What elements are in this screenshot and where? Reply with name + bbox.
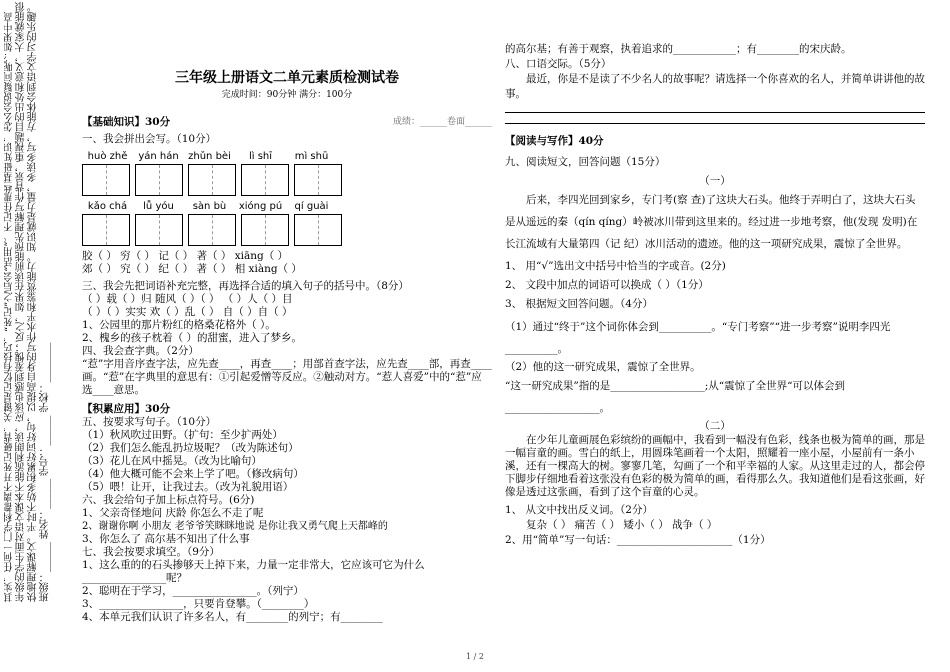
answer-line[interactable]: [505, 102, 925, 113]
exam-title: 三年级上册语文二单元素质检测试卷: [175, 70, 399, 86]
passage2-label: （二）: [699, 420, 731, 432]
r-q3-3: “这一研究成果”指的是__________________;从“震惊了全世界“可以体会到__________________。: [505, 380, 846, 414]
q5-item: （1）秋风吹过田野。（扩句：至少扩两处）: [82, 429, 283, 441]
section-basic: 【基础知识】30分: [82, 116, 171, 128]
q2-line2: 郊（ ） 究（ ） 纪（ ） 著（ ） 相 xiàng（ ）: [82, 263, 302, 275]
r-top: 的高尔基；有善于观察，执着追求的____________；有________的宋庆龄。: [505, 43, 852, 55]
pinyin: xióng pú: [238, 201, 283, 212]
score-label: 成绩：______卷面______: [392, 117, 492, 127]
q7-title: 七、我会按要求填空。（9分）: [82, 546, 220, 558]
q3-d: 2、槐乡的孩子枕着（ ）的甜蜜，进入了梦乡。: [82, 332, 303, 344]
section-reading: 【阅读与写作】40分: [505, 135, 604, 147]
pinyin: mì shū: [294, 151, 329, 162]
q6-item: 3、你怎么了 高尔基不知出了什么事: [82, 533, 250, 545]
pinyin: kǎo chá: [87, 201, 128, 212]
q6-item: 2、谢谢你啊 小朋友 老爷爷笑眯眯地说 是你让我又勇气爬上天都峰的: [82, 521, 388, 532]
q2-line1: 胶（ ） 穷（ ） 记（ ） 著（ ） xiāng（ ）: [82, 250, 289, 262]
section-apply: 【积累应用】30分: [82, 403, 171, 415]
writing-grid-2[interactable]: [82, 214, 492, 246]
r2-q2: 2、用“简单”写一句话：______________________（1分）: [505, 534, 771, 546]
writing-grid-1[interactable]: [82, 164, 492, 196]
q5-item: （5）喂！让开，让我过去。（改为礼貌用语）: [82, 481, 294, 493]
q7-item: 3、________________，只要肯登攀。（________）: [82, 598, 315, 610]
r2-q1-items: 复杂（ ） 痛苦（ ） 矮小（ ） 战争（ ）: [526, 519, 718, 531]
passage2-text: 在少年儿童画展色彩缤纷的画幅中，我看到一幅没有色彩，线条也极为简单的画，那是一幅盲童的画。雪白的纸上，用圆珠笔画着一个太阳，照耀着一座小屋，小屋前有一条小溪，还有一棵高大的树。寥寥几笔，勾画了一个和平幸福的人家。从这里走过的人，都会停下脚步仔细地看着这张没有色彩的极为简单的画，看得那么久。我知道他们是看这张画，好像是透过这张画，看到了这个盲童的心灵。: [505, 434, 925, 498]
pinyin: sàn bù: [192, 201, 227, 212]
q4-title: 四、我会查字典。（2分）: [82, 345, 199, 357]
r-q1: 1、 用“√”选出文中括号中恰当的字或音。(2分): [505, 260, 726, 272]
right-column: [505, 42, 925, 548]
q1-title: 一、我会拼出会写。（10分）: [82, 133, 217, 145]
answer-line[interactable]: [505, 113, 925, 124]
side-binding-text: 其实，任何一门学科都离不开死记硬背，关键是记忆有技巧，“死记”之后会“活用”。不记住那些基础知识，怎么会说疑问呢？如果中高年级的学生面对语文课本不能流利朗读，应该也感到羞愧；反之，如果在读前能预先理解写作背景，重视题目的出处和意义，大家就能很快地理解课文。平时不妨多积累好词好句，以提高自身的写作水平和鉴赏能力。知识就是力量，多读多写，方能体会到语文学习的乐趣。班级：______ 姓名：______ 学号：______ 学校：________: [4, 2, 51, 602]
r-q2: 2、 文段中加点的词语可以换成（ ）（1分）: [505, 279, 709, 291]
q8-title: 八、口语交际。（5分）: [505, 58, 612, 70]
pinyin-row-1: [82, 150, 492, 163]
left-column: [82, 40, 492, 624]
q5-title: 五、按要求写句子。（10分）: [82, 416, 217, 428]
q4-text: “惹”字用音序查字法，应先查____，再查____；用部首查字法，应先查____部，再查____画。“惹”在字典里的意思有：①引起爱憎等反应。②触动对方。“惹人喜爱”中的“惹”应选____意思。: [82, 358, 492, 396]
r-q3-2: （2）他的这一研究成果，震惊了全世界。: [505, 361, 701, 373]
time-score: 完成时间：90分钟 满分：100分: [221, 90, 353, 100]
q7-item: 1、这么重的的石头掺够天上掉下来，力量一定非常大，它应该可它为什么________________呢？: [82, 559, 425, 584]
q7-item: 2、聪明在于学习，________________。（列宁）: [82, 585, 304, 597]
r-q3-1: （1）通过“终于”这个词你体会到__________。“专门考察”“进一步考察”说明李四光__________。: [505, 321, 891, 355]
q5-item: （4）他大概可能不会来上学了吧。（修改病句）: [82, 468, 304, 480]
r2-q1: 1、 从文中找出反义词。（2分）: [505, 504, 653, 516]
pinyin: lǚ yóu: [143, 201, 174, 212]
q3-title: 三、我会先把词语补充完整，再选择合适的填入句子的括号中。（8分）: [82, 280, 409, 292]
pinyin: lì shī: [248, 151, 273, 162]
q3-c: 1、公园里的那片粉红的格桑花格外（ ）。: [82, 319, 276, 331]
q3-b: （ ）（ ）实实 欢（ ）乱（ ） 自（ ）自（ ）: [82, 306, 293, 318]
page-number: 1 / 2: [466, 652, 484, 661]
pinyin-row-2: [82, 200, 492, 213]
q9-title: 九、阅读短文，回答问题（15分）: [505, 156, 666, 168]
q6-item: 1、父亲奇怪地问 庆龄 你怎么不走了呢: [82, 507, 264, 519]
pinyin: huò zhě: [87, 151, 128, 162]
q5-item: （3）花儿在风中摇晃。（改为比喻句）: [82, 455, 262, 467]
r-q3: 3、 根据短文回答问题。（4分）: [505, 298, 653, 310]
pinyin: yán hán: [138, 151, 179, 162]
pinyin: zhǔn bèi: [188, 151, 231, 162]
q5-item: （2）我们怎么能乱扔垃圾呢？（改为陈述句）: [82, 442, 299, 454]
passage1-label: （一）: [699, 175, 731, 187]
pinyin: qí guài: [294, 201, 329, 212]
q3-a: （ ）载（ ）归 随风（ ）（ ） （ ）人（ ）目: [82, 293, 293, 305]
passage1-text: 后来，李四光回到家乡，专门考(察 查)了这块大石头。他终于弄明白了，这块大石头是从遥远的秦（qín qíng）岭被冰川带到这里来的。经过进一步地考察，他(发现 发明)在长江流域有大量第四（记 纪）冰川活动的遗迹。他的这一项研究成果，震惊了全世界。: [505, 194, 918, 250]
q6-title: 六、我会给句子加上标点符号。(6分): [82, 494, 255, 506]
q7-item: 4、本单元我们认识了许多名人，有________的列宁；有________: [82, 611, 383, 623]
q8-text: 最近，你是不是读了不少名人的故事呢？请选择一个你喜欢的名人，并简单讲讲他的故事。: [505, 73, 925, 100]
